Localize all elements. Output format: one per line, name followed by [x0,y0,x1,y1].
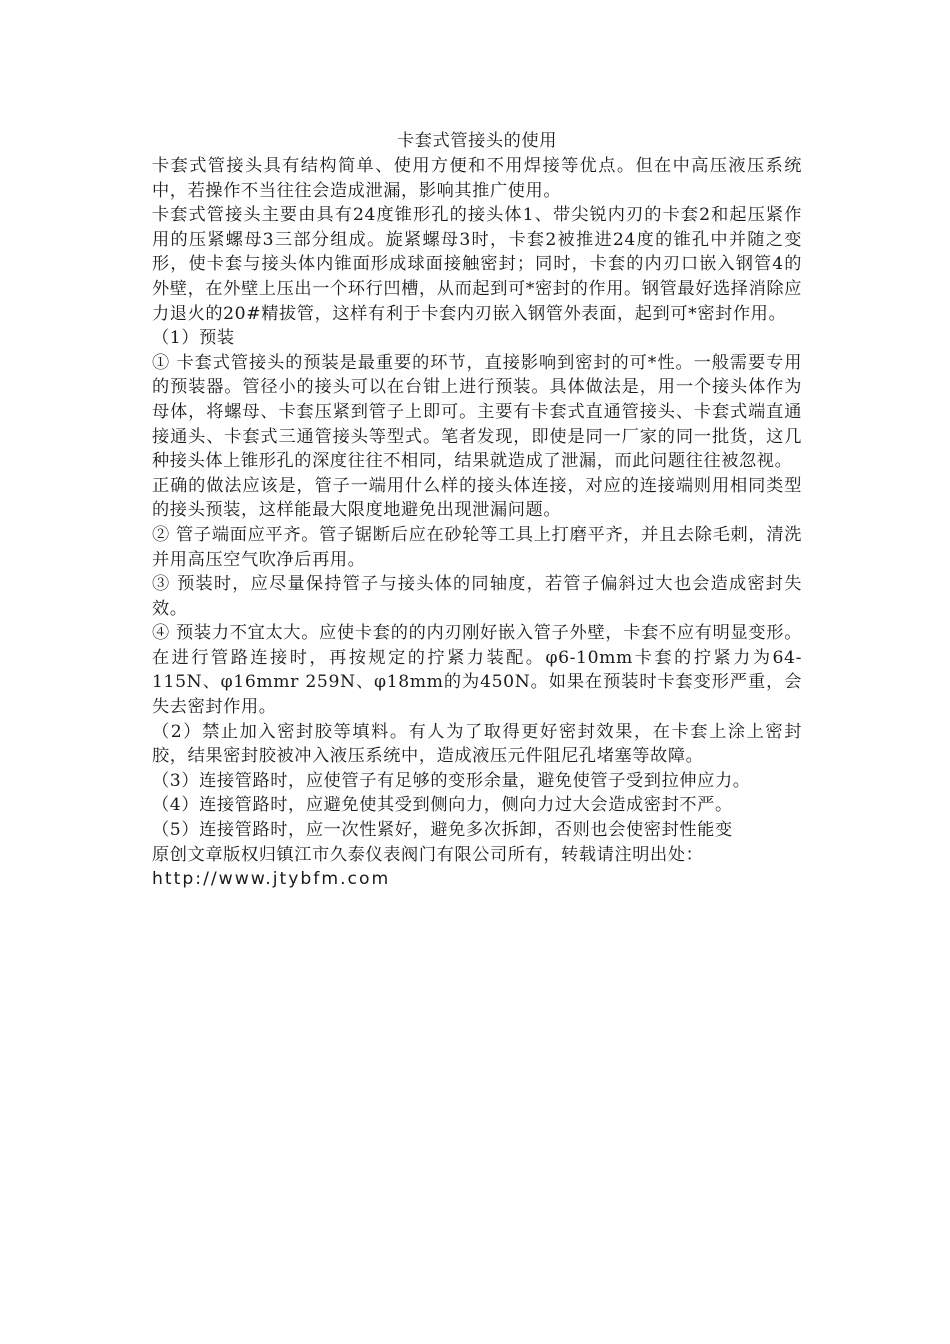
paragraph-section-3: （3）连接管路时，应使管子有足够的变形余量，避免使管子受到拉伸应力。 [152,770,751,791]
paragraph-section-2: （2）禁止加入密封胶等填料。有人为了取得更好密封效果，在卡套上涂上密封胶，结果密封胶被冲入液压系统中，造成液压元件阻尼孔堵塞等故障。 [152,721,802,767]
document-page [152,128,802,892]
section-heading-preassembly: （1）预装 [152,328,235,349]
paragraph-section-4: （4）连接管路时，应避免使其受到侧向力，侧向力过大会造成密封不严。 [152,795,733,816]
document-title: 卡套式管接头的使用 [396,131,558,151]
paragraph-point-1: ① 卡套式管接头的预装是最重要的环节，直接影响到密封的可*性。一般需要专用的预装器。管径小的接头可以在台钳上进行预装。具体做法是，用一个接头体作为母体，将螺母、卡套压紧到管子上即可。主要有卡套式直通管接头、卡套式端直通接通头、卡套式三通管接头等型式。笔者发现，即使是同一厂家的同一批货，这几种接头体上锥形孔的深度往往不相同，结果就造成了泄漏，而此问题往往被忽视。 [152,352,802,472]
paragraph-structure: 卡套式管接头主要由具有24度锥形孔的接头体1、带尖锐内刃的卡套2和起压紧作用的压紧螺母3三部分组成。旋紧螺母3时，卡套2被推进24度的锥孔中并随之变形，使卡套与接头体内锥面形成球面接触密封；同时，卡套的内刃口嵌入钢管4的外壁，在外壁上压出一个环行凹槽，从而起到可*密封的作用。钢管最好选择消除应力退火的20#精拔管，这样有利于卡套内刃嵌入钢管外表面，起到可*密封作用。 [152,205,802,324]
paragraph-correct-method: 正确的做法应该是，管子一端用什么样的接头体连接，对应的连接端则用相同类型的接头预装，这样能最大限度地避免出现泄漏问题。 [152,475,802,521]
source-url-link[interactable]: http://www.jtybfm.com [152,869,391,890]
paragraph-intro: 卡套式管接头具有结构简单、使用方便和不用焊接等优点。但在中高压液压系统中，若操作不当往往会造成泄漏，影响其推广使用。 [152,156,802,201]
paragraph-point-3: ③ 预装时，应尽量保持管子与接头体的同轴度，若管子偏斜过大也会造成密封失效。 [152,574,802,619]
paragraph-section-5: （5）连接管路时，应一次性紧好，避免多次拆卸，否则也会使密封性能变 [152,820,733,841]
paragraph-copyright: 原创文章版权归镇江市久泰仪表阀门有限公司所有，转载请注明出处： [152,844,704,865]
paragraph-point-2: ② 管子端面应平齐。管子锯断后应在砂轮等工具上打磨平齐，并且去除毛刺，清洗并用高压空气吹净后再用。 [152,524,802,570]
paragraph-point-4: ④ 预装力不宜太大。应使卡套的的内刃刚好嵌入管子外壁，卡套不应有明显变形。在进行管路连接时，再按规定的拧紧力装配。φ6-10mm卡套的拧紧力为64-115N、φ16mmr 259N、φ18mm的为450N。如果在预装时卡套变形严重，会失去密封作用。 [152,623,802,718]
